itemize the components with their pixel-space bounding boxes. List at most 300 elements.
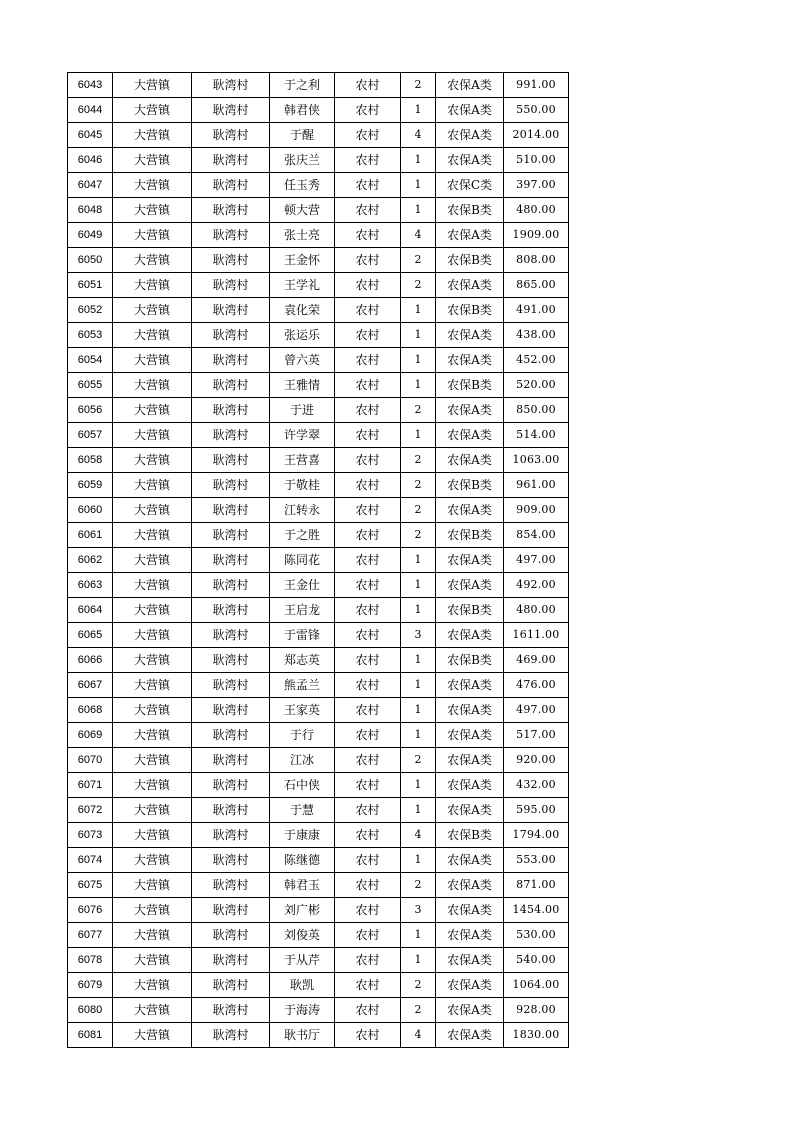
cell-insurance-category: 农保A类	[436, 398, 504, 423]
records-table-body	[68, 73, 569, 1048]
cell-town: 大营镇	[113, 873, 192, 898]
cell-person-name: 王营喜	[270, 448, 335, 473]
cell-person-name: 张庆兰	[270, 148, 335, 173]
cell-town: 大营镇	[113, 648, 192, 673]
cell-record-number: 6080	[68, 998, 113, 1023]
table-row	[68, 523, 569, 548]
cell-amount: 397.00	[504, 173, 569, 198]
cell-village: 耿湾村	[192, 73, 270, 98]
table-row	[68, 923, 569, 948]
cell-insurance-category: 农保A类	[436, 348, 504, 373]
cell-record-number: 6054	[68, 348, 113, 373]
cell-amount: 865.00	[504, 273, 569, 298]
cell-household-type: 农村	[335, 448, 401, 473]
cell-town: 大营镇	[113, 673, 192, 698]
cell-village: 耿湾村	[192, 548, 270, 573]
cell-person-name: 耿书厅	[270, 1023, 335, 1048]
cell-member-count: 1	[401, 798, 436, 823]
cell-town: 大营镇	[113, 298, 192, 323]
cell-record-number: 6081	[68, 1023, 113, 1048]
cell-member-count: 1	[401, 948, 436, 973]
cell-record-number: 6050	[68, 248, 113, 273]
cell-insurance-category: 农保C类	[436, 173, 504, 198]
table-row	[68, 598, 569, 623]
cell-household-type: 农村	[335, 398, 401, 423]
cell-household-type: 农村	[335, 348, 401, 373]
cell-town: 大营镇	[113, 898, 192, 923]
cell-town: 大营镇	[113, 448, 192, 473]
cell-amount: 452.00	[504, 348, 569, 373]
cell-town: 大营镇	[113, 598, 192, 623]
cell-insurance-category: 农保A类	[436, 323, 504, 348]
table-row	[68, 648, 569, 673]
cell-town: 大营镇	[113, 73, 192, 98]
cell-member-count: 1	[401, 173, 436, 198]
cell-member-count: 1	[401, 198, 436, 223]
cell-insurance-category: 农保B类	[436, 198, 504, 223]
cell-record-number: 6066	[68, 648, 113, 673]
cell-record-number: 6078	[68, 948, 113, 973]
cell-record-number: 6067	[68, 673, 113, 698]
cell-member-count: 1	[401, 648, 436, 673]
cell-household-type: 农村	[335, 573, 401, 598]
cell-amount: 920.00	[504, 748, 569, 773]
cell-town: 大营镇	[113, 273, 192, 298]
cell-insurance-category: 农保A类	[436, 73, 504, 98]
cell-household-type: 农村	[335, 98, 401, 123]
cell-member-count: 4	[401, 823, 436, 848]
cell-town: 大营镇	[113, 248, 192, 273]
cell-amount: 480.00	[504, 598, 569, 623]
table-row	[68, 1023, 569, 1048]
cell-amount: 1909.00	[504, 223, 569, 248]
cell-amount: 432.00	[504, 773, 569, 798]
cell-member-count: 4	[401, 123, 436, 148]
cell-insurance-category: 农保A类	[436, 748, 504, 773]
cell-record-number: 6061	[68, 523, 113, 548]
cell-village: 耿湾村	[192, 973, 270, 998]
table-row	[68, 948, 569, 973]
cell-town: 大营镇	[113, 1023, 192, 1048]
cell-record-number: 6063	[68, 573, 113, 598]
cell-person-name: 刘俊英	[270, 923, 335, 948]
cell-household-type: 农村	[335, 923, 401, 948]
table-row	[68, 348, 569, 373]
cell-town: 大营镇	[113, 123, 192, 148]
cell-town: 大营镇	[113, 923, 192, 948]
cell-member-count: 1	[401, 598, 436, 623]
cell-record-number: 6047	[68, 173, 113, 198]
cell-member-count: 1	[401, 773, 436, 798]
cell-amount: 492.00	[504, 573, 569, 598]
cell-household-type: 农村	[335, 723, 401, 748]
cell-household-type: 农村	[335, 773, 401, 798]
cell-amount: 438.00	[504, 323, 569, 348]
cell-person-name: 王金怀	[270, 248, 335, 273]
table-row	[68, 448, 569, 473]
cell-household-type: 农村	[335, 998, 401, 1023]
cell-village: 耿湾村	[192, 598, 270, 623]
cell-record-number: 6077	[68, 923, 113, 948]
cell-person-name: 顿大营	[270, 198, 335, 223]
cell-person-name: 陈继德	[270, 848, 335, 873]
cell-insurance-category: 农保A类	[436, 223, 504, 248]
cell-member-count: 1	[401, 573, 436, 598]
cell-amount: 553.00	[504, 848, 569, 873]
cell-person-name: 江冰	[270, 748, 335, 773]
table-row	[68, 298, 569, 323]
cell-record-number: 6055	[68, 373, 113, 398]
cell-member-count: 2	[401, 473, 436, 498]
cell-member-count: 1	[401, 423, 436, 448]
cell-amount: 928.00	[504, 998, 569, 1023]
cell-village: 耿湾村	[192, 98, 270, 123]
cell-village: 耿湾村	[192, 248, 270, 273]
cell-person-name: 王学礼	[270, 273, 335, 298]
cell-person-name: 张士亮	[270, 223, 335, 248]
table-row	[68, 673, 569, 698]
cell-record-number: 6057	[68, 423, 113, 448]
cell-amount: 491.00	[504, 298, 569, 323]
cell-amount: 961.00	[504, 473, 569, 498]
cell-member-count: 2	[401, 523, 436, 548]
cell-insurance-category: 农保B类	[436, 373, 504, 398]
cell-village: 耿湾村	[192, 373, 270, 398]
cell-record-number: 6070	[68, 748, 113, 773]
cell-insurance-category: 农保A类	[436, 548, 504, 573]
cell-insurance-category: 农保A类	[436, 98, 504, 123]
cell-amount: 850.00	[504, 398, 569, 423]
cell-person-name: 张运乐	[270, 323, 335, 348]
cell-household-type: 农村	[335, 873, 401, 898]
cell-town: 大营镇	[113, 223, 192, 248]
cell-town: 大营镇	[113, 548, 192, 573]
cell-town: 大营镇	[113, 98, 192, 123]
cell-village: 耿湾村	[192, 748, 270, 773]
cell-household-type: 农村	[335, 148, 401, 173]
cell-record-number: 6059	[68, 473, 113, 498]
cell-record-number: 6072	[68, 798, 113, 823]
cell-village: 耿湾村	[192, 473, 270, 498]
cell-village: 耿湾村	[192, 823, 270, 848]
cell-household-type: 农村	[335, 473, 401, 498]
cell-member-count: 1	[401, 548, 436, 573]
cell-household-type: 农村	[335, 198, 401, 223]
cell-insurance-category: 农保A类	[436, 1023, 504, 1048]
cell-town: 大营镇	[113, 723, 192, 748]
cell-insurance-category: 农保A类	[436, 498, 504, 523]
cell-member-count: 1	[401, 348, 436, 373]
cell-member-count: 2	[401, 248, 436, 273]
cell-member-count: 1	[401, 673, 436, 698]
table-row	[68, 573, 569, 598]
table-row	[68, 773, 569, 798]
cell-village: 耿湾村	[192, 623, 270, 648]
cell-amount: 1794.00	[504, 823, 569, 848]
cell-insurance-category: 农保A类	[436, 423, 504, 448]
cell-record-number: 6052	[68, 298, 113, 323]
cell-member-count: 4	[401, 223, 436, 248]
cell-record-number: 6051	[68, 273, 113, 298]
cell-town: 大营镇	[113, 773, 192, 798]
cell-town: 大营镇	[113, 473, 192, 498]
cell-village: 耿湾村	[192, 423, 270, 448]
cell-town: 大营镇	[113, 798, 192, 823]
cell-insurance-category: 农保B类	[436, 648, 504, 673]
cell-person-name: 耿凯	[270, 973, 335, 998]
cell-amount: 1611.00	[504, 623, 569, 648]
cell-amount: 497.00	[504, 698, 569, 723]
cell-town: 大营镇	[113, 523, 192, 548]
cell-person-name: 许学翠	[270, 423, 335, 448]
cell-amount: 1063.00	[504, 448, 569, 473]
cell-person-name: 王雅情	[270, 373, 335, 398]
cell-insurance-category: 农保A类	[436, 448, 504, 473]
cell-member-count: 1	[401, 698, 436, 723]
cell-household-type: 农村	[335, 598, 401, 623]
cell-amount: 514.00	[504, 423, 569, 448]
cell-household-type: 农村	[335, 373, 401, 398]
cell-record-number: 6058	[68, 448, 113, 473]
cell-insurance-category: 农保A类	[436, 948, 504, 973]
cell-insurance-category: 农保A类	[436, 723, 504, 748]
cell-person-name: 于康康	[270, 823, 335, 848]
cell-amount: 1454.00	[504, 898, 569, 923]
cell-record-number: 6045	[68, 123, 113, 148]
cell-record-number: 6044	[68, 98, 113, 123]
cell-person-name: 于海涛	[270, 998, 335, 1023]
cell-household-type: 农村	[335, 223, 401, 248]
cell-member-count: 1	[401, 148, 436, 173]
cell-person-name: 王家英	[270, 698, 335, 723]
table-row	[68, 73, 569, 98]
cell-person-name: 于之胜	[270, 523, 335, 548]
cell-amount: 595.00	[504, 798, 569, 823]
cell-town: 大营镇	[113, 148, 192, 173]
cell-village: 耿湾村	[192, 998, 270, 1023]
cell-member-count: 1	[401, 98, 436, 123]
cell-person-name: 熊孟兰	[270, 673, 335, 698]
cell-town: 大营镇	[113, 173, 192, 198]
cell-person-name: 刘广彬	[270, 898, 335, 923]
cell-person-name: 于慧	[270, 798, 335, 823]
cell-village: 耿湾村	[192, 298, 270, 323]
cell-insurance-category: 农保B类	[436, 298, 504, 323]
cell-household-type: 农村	[335, 523, 401, 548]
cell-insurance-category: 农保A类	[436, 148, 504, 173]
table-row	[68, 198, 569, 223]
table-row	[68, 623, 569, 648]
cell-town: 大营镇	[113, 348, 192, 373]
cell-member-count: 2	[401, 273, 436, 298]
cell-insurance-category: 农保A类	[436, 998, 504, 1023]
cell-person-name: 于之利	[270, 73, 335, 98]
cell-village: 耿湾村	[192, 698, 270, 723]
cell-amount: 469.00	[504, 648, 569, 673]
table-row	[68, 373, 569, 398]
cell-amount: 991.00	[504, 73, 569, 98]
cell-record-number: 6074	[68, 848, 113, 873]
cell-member-count: 2	[401, 998, 436, 1023]
cell-village: 耿湾村	[192, 173, 270, 198]
cell-record-number: 6076	[68, 898, 113, 923]
table-row	[68, 423, 569, 448]
cell-town: 大营镇	[113, 848, 192, 873]
cell-village: 耿湾村	[192, 148, 270, 173]
cell-person-name: 郑志英	[270, 648, 335, 673]
cell-town: 大营镇	[113, 698, 192, 723]
cell-household-type: 农村	[335, 823, 401, 848]
table-row	[68, 398, 569, 423]
cell-household-type: 农村	[335, 848, 401, 873]
cell-village: 耿湾村	[192, 448, 270, 473]
cell-person-name: 于从芹	[270, 948, 335, 973]
cell-village: 耿湾村	[192, 123, 270, 148]
cell-amount: 517.00	[504, 723, 569, 748]
cell-insurance-category: 农保A类	[436, 873, 504, 898]
cell-person-name: 韩君侠	[270, 98, 335, 123]
cell-insurance-category: 农保A类	[436, 898, 504, 923]
cell-village: 耿湾村	[192, 648, 270, 673]
table-row	[68, 973, 569, 998]
cell-insurance-category: 农保A类	[436, 673, 504, 698]
cell-member-count: 3	[401, 898, 436, 923]
cell-insurance-category: 农保A类	[436, 273, 504, 298]
cell-member-count: 2	[401, 73, 436, 98]
cell-insurance-category: 农保A类	[436, 798, 504, 823]
cell-person-name: 于敬桂	[270, 473, 335, 498]
cell-household-type: 农村	[335, 173, 401, 198]
cell-household-type: 农村	[335, 973, 401, 998]
cell-member-count: 2	[401, 448, 436, 473]
cell-village: 耿湾村	[192, 323, 270, 348]
cell-record-number: 6043	[68, 73, 113, 98]
cell-person-name: 任玉秀	[270, 173, 335, 198]
cell-amount: 520.00	[504, 373, 569, 398]
cell-insurance-category: 农保B类	[436, 523, 504, 548]
cell-amount: 808.00	[504, 248, 569, 273]
cell-town: 大营镇	[113, 823, 192, 848]
cell-household-type: 农村	[335, 123, 401, 148]
cell-amount: 909.00	[504, 498, 569, 523]
cell-amount: 476.00	[504, 673, 569, 698]
cell-amount: 540.00	[504, 948, 569, 973]
table-row	[68, 873, 569, 898]
cell-record-number: 6046	[68, 148, 113, 173]
cell-amount: 510.00	[504, 148, 569, 173]
cell-amount: 530.00	[504, 923, 569, 948]
cell-town: 大营镇	[113, 398, 192, 423]
cell-member-count: 2	[401, 873, 436, 898]
cell-household-type: 农村	[335, 298, 401, 323]
cell-insurance-category: 农保A类	[436, 123, 504, 148]
cell-amount: 497.00	[504, 548, 569, 573]
cell-member-count: 1	[401, 373, 436, 398]
table-row	[68, 998, 569, 1023]
cell-record-number: 6075	[68, 873, 113, 898]
cell-amount: 871.00	[504, 873, 569, 898]
cell-town: 大营镇	[113, 998, 192, 1023]
cell-insurance-category: 农保A类	[436, 923, 504, 948]
table-row	[68, 98, 569, 123]
cell-member-count: 1	[401, 848, 436, 873]
cell-record-number: 6079	[68, 973, 113, 998]
cell-member-count: 1	[401, 723, 436, 748]
table-row	[68, 898, 569, 923]
table-row	[68, 148, 569, 173]
cell-town: 大营镇	[113, 573, 192, 598]
cell-record-number: 6068	[68, 698, 113, 723]
cell-member-count: 1	[401, 323, 436, 348]
cell-town: 大营镇	[113, 623, 192, 648]
cell-village: 耿湾村	[192, 223, 270, 248]
cell-household-type: 农村	[335, 323, 401, 348]
cell-village: 耿湾村	[192, 273, 270, 298]
table-row	[68, 223, 569, 248]
cell-household-type: 农村	[335, 498, 401, 523]
table-row	[68, 548, 569, 573]
cell-village: 耿湾村	[192, 948, 270, 973]
cell-amount: 1830.00	[504, 1023, 569, 1048]
cell-town: 大营镇	[113, 423, 192, 448]
table-row	[68, 848, 569, 873]
cell-amount: 854.00	[504, 523, 569, 548]
table-row	[68, 173, 569, 198]
table-row	[68, 248, 569, 273]
cell-record-number: 6064	[68, 598, 113, 623]
cell-village: 耿湾村	[192, 798, 270, 823]
cell-household-type: 农村	[335, 1023, 401, 1048]
table-row	[68, 723, 569, 748]
table-row	[68, 323, 569, 348]
cell-town: 大营镇	[113, 323, 192, 348]
table-row	[68, 273, 569, 298]
table-row	[68, 498, 569, 523]
cell-town: 大营镇	[113, 373, 192, 398]
cell-person-name: 于进	[270, 398, 335, 423]
cell-amount: 550.00	[504, 98, 569, 123]
cell-member-count: 1	[401, 298, 436, 323]
cell-insurance-category: 农保A类	[436, 848, 504, 873]
cell-household-type: 农村	[335, 623, 401, 648]
cell-person-name: 袁化荣	[270, 298, 335, 323]
cell-town: 大营镇	[113, 748, 192, 773]
cell-town: 大营镇	[113, 498, 192, 523]
cell-household-type: 农村	[335, 948, 401, 973]
cell-insurance-category: 农保B类	[436, 248, 504, 273]
cell-household-type: 农村	[335, 248, 401, 273]
records-table	[67, 72, 569, 1048]
cell-record-number: 6049	[68, 223, 113, 248]
table-row	[68, 823, 569, 848]
cell-town: 大营镇	[113, 948, 192, 973]
cell-household-type: 农村	[335, 673, 401, 698]
cell-member-count: 2	[401, 498, 436, 523]
table-row	[68, 748, 569, 773]
cell-insurance-category: 农保A类	[436, 573, 504, 598]
table-row	[68, 123, 569, 148]
cell-village: 耿湾村	[192, 498, 270, 523]
cell-village: 耿湾村	[192, 898, 270, 923]
cell-household-type: 农村	[335, 73, 401, 98]
cell-record-number: 6048	[68, 198, 113, 223]
cell-village: 耿湾村	[192, 723, 270, 748]
cell-insurance-category: 农保B类	[436, 823, 504, 848]
cell-person-name: 于雷锋	[270, 623, 335, 648]
cell-record-number: 6062	[68, 548, 113, 573]
cell-person-name: 于行	[270, 723, 335, 748]
cell-village: 耿湾村	[192, 1023, 270, 1048]
